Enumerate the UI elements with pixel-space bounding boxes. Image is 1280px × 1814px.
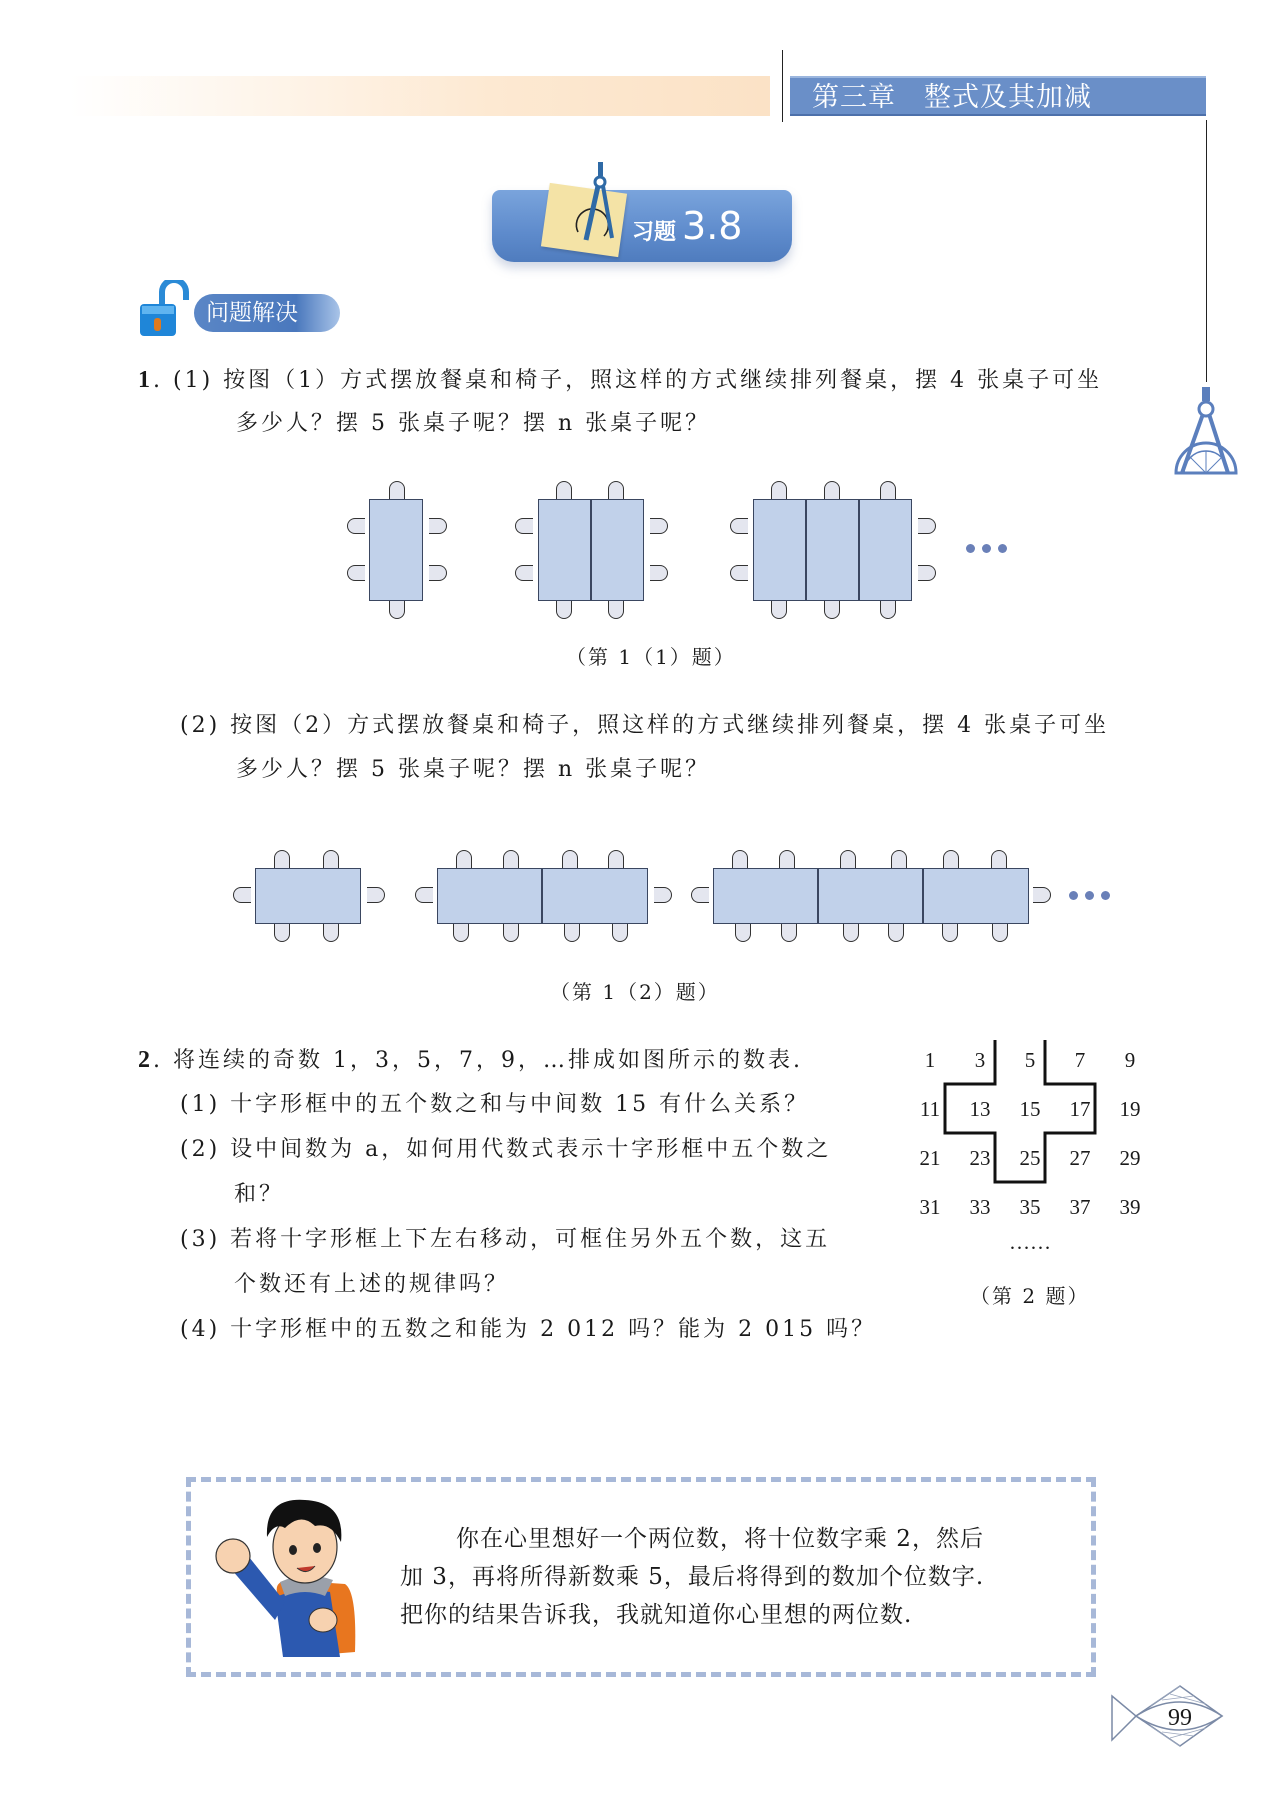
chair	[771, 601, 787, 619]
chair	[515, 565, 533, 581]
chair	[771, 481, 787, 499]
exercise-number: 3.8	[682, 204, 743, 248]
chair	[824, 481, 840, 499]
chair	[556, 481, 572, 499]
problem-1-part-2-line-2: 多少人？摆 5 张桌子呢？摆 n 张桌子呢？	[236, 757, 711, 782]
compass-icon	[560, 160, 630, 255]
header-decoration-bar	[70, 76, 770, 116]
chair	[888, 924, 904, 942]
tip-line-2: 加 3，再将所得新数乘 5，最后将得到的数加个位数字.	[400, 1564, 985, 1590]
chair	[732, 850, 748, 868]
chair	[880, 601, 896, 619]
three-dots-icon	[1069, 891, 1110, 900]
three-dots-icon	[966, 544, 1007, 553]
chair	[840, 850, 856, 868]
chair	[691, 887, 709, 903]
chair	[347, 565, 365, 581]
exercise-title	[632, 204, 742, 248]
problem-1-part-2-line-1: (2) 按图（2）方式摆放餐桌和椅子，照这样的方式继续排列餐桌，摆 4 张桌子可坐	[180, 713, 1110, 738]
boy-mascot-illustration	[205, 1492, 375, 1662]
chair	[779, 850, 795, 868]
chair	[429, 518, 447, 534]
chair	[453, 924, 469, 942]
problem-2-item-4: (4) 十字形框中的五数之和能为 2 012 吗？能为 2 015 吗？	[180, 1317, 877, 1342]
chair	[612, 924, 628, 942]
chair	[515, 518, 533, 534]
chair	[233, 887, 251, 903]
chair	[1033, 887, 1051, 903]
problem-1-part-1-line-1: 1. (1) 按图（1）方式摆放餐桌和椅子，照这样的方式继续排列餐桌，摆 4 张桌子可坐	[138, 367, 1103, 393]
chair	[918, 565, 936, 581]
problem-2-item-3: (3) 若将十字形框上下左右移动，可框住另外五个数，这五	[180, 1227, 831, 1252]
table-diagram	[713, 868, 1029, 924]
chair	[992, 924, 1008, 942]
chair	[891, 850, 907, 868]
problem-2-intro: 2. 将连续的奇数 1，3，5，7，9，…排成如图所示的数表.	[138, 1047, 803, 1073]
table-diagram	[538, 499, 644, 601]
chair	[781, 924, 797, 942]
chair	[323, 924, 339, 942]
chair	[389, 601, 405, 619]
problem-2-item-3-cont: 个数还有上述的规律吗？	[234, 1272, 510, 1297]
compass-protractor-icon	[1170, 385, 1242, 477]
chair	[880, 481, 896, 499]
exercise-label: 习题	[632, 220, 677, 245]
chapter-header	[790, 76, 1206, 116]
table-diagram	[437, 868, 648, 924]
chair	[347, 518, 365, 534]
chair	[608, 481, 624, 499]
chair	[735, 924, 751, 942]
chair	[730, 518, 748, 534]
problem-number: 2	[138, 1047, 153, 1073]
chair	[367, 887, 385, 903]
chair	[564, 924, 580, 942]
chair	[562, 850, 578, 868]
chair	[991, 850, 1007, 868]
chapter-number: 第三章	[812, 82, 896, 113]
figure-caption: （第 1（1）题）	[566, 645, 736, 669]
chair	[415, 887, 433, 903]
chapter-title: 整式及其加减	[924, 82, 1092, 113]
chair	[730, 565, 748, 581]
tip-text	[400, 1520, 984, 1634]
tip-line-3: 把你的结果告诉我，我就知道你心里想的两位数.	[400, 1602, 913, 1628]
chair	[503, 850, 519, 868]
grid-ellipsis: ……	[1009, 1230, 1051, 1254]
header-divider	[782, 50, 783, 122]
page-number: 99	[1168, 1705, 1192, 1731]
table-diagram	[753, 499, 912, 601]
table-diagram	[369, 499, 423, 601]
problem-2-item-2: (2) 设中间数为 a，如何用代数式表示十字形框中五个数之	[180, 1137, 832, 1162]
table-diagram	[255, 868, 361, 924]
chair	[274, 924, 290, 942]
chair	[943, 850, 959, 868]
chair	[556, 601, 572, 619]
problem-2-item-2-cont: 和？	[234, 1182, 285, 1207]
margin-line	[1206, 120, 1207, 382]
problem-number: 1	[138, 367, 153, 393]
figure-caption: （第 1（2）题）	[550, 980, 720, 1004]
part-label: (1)	[173, 368, 214, 393]
chair	[456, 850, 472, 868]
chair	[942, 924, 958, 942]
chair	[824, 601, 840, 619]
chair	[274, 850, 290, 868]
chair	[843, 924, 859, 942]
chair	[608, 850, 624, 868]
tip-line-1: 你在心里想好一个两位数，将十位数字乘 2，然后	[456, 1526, 984, 1552]
figure-caption: （第 2 题）	[970, 1284, 1090, 1308]
chair	[323, 850, 339, 868]
chair	[389, 481, 405, 499]
problem-1-part-1-line-2: 多少人？摆 5 张桌子呢？摆 n 张桌子呢？	[236, 411, 711, 436]
chair	[608, 601, 624, 619]
chair	[429, 565, 447, 581]
open-lock-icon	[138, 280, 190, 338]
chair	[650, 565, 668, 581]
section-badge: 问题解决	[194, 294, 340, 332]
part-label: (2)	[180, 713, 221, 738]
chair	[918, 518, 936, 534]
problem-2-item-1: (1) 十字形框中的五个数之和与中间数 15 有什么关系？	[180, 1092, 810, 1117]
chair	[650, 518, 668, 534]
chair	[654, 887, 672, 903]
chair	[503, 924, 519, 942]
